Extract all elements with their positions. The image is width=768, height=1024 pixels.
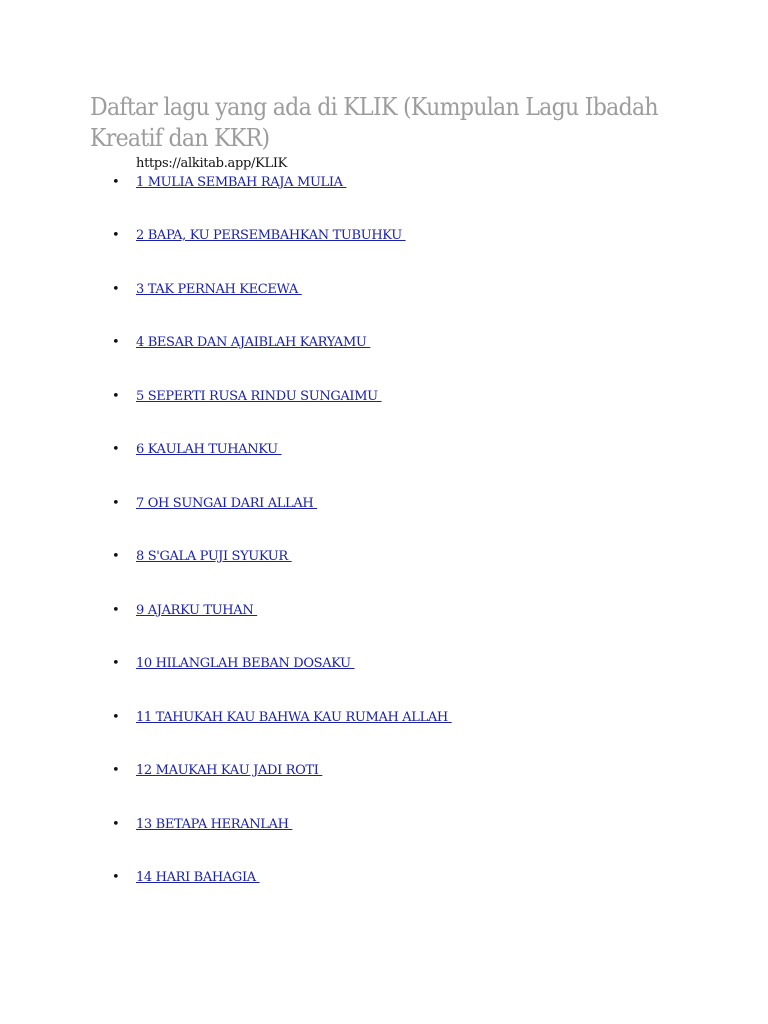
bullet-icon: • [112,549,120,564]
bullet-icon: • [112,603,120,618]
song-link[interactable]: 8 S'GALA PUJI SYUKUR [136,549,292,564]
song-link[interactable]: 10 HILANGLAH BEBAN DOSAKU [136,656,355,671]
bullet-icon: • [112,763,120,778]
bullet-icon: • [112,656,120,671]
song-link[interactable]: 4 BESAR DAN AJAIBLAH KARYAMU [136,335,371,350]
song-link[interactable]: 13 BETAPA HERANLAH [136,817,293,832]
bullet-icon: • [112,496,120,511]
document-title: Daftar lagu yang ada di KLIK (Kumpulan Lagu Ibadah Kreatif dan KKR) [90,93,658,152]
song-link[interactable]: 7 OH SUNGAI DARI ALLAH [136,496,318,511]
bullet-icon: • [112,389,120,404]
bullet-icon: • [112,870,120,885]
bullet-icon: • [112,442,120,457]
song-link[interactable]: 9 AJARKU TUHAN [136,603,258,618]
bullet-icon: • [112,228,120,243]
song-link[interactable]: 3 TAK PERNAH KECEWA [136,282,302,297]
song-link[interactable]: 11 TAHUKAH KAU BAHWA KAU RUMAH ALLAH [136,710,452,725]
song-link[interactable]: 12 MAUKAH KAU JADI ROTI [136,763,323,778]
bullet-icon: • [112,817,120,832]
song-link[interactable]: 6 KAULAH TUHANKU [136,442,282,457]
bullet-icon: • [112,175,120,190]
bullet-icon: • [112,282,120,297]
song-link[interactable]: 5 SEPERTI RUSA RINDU SUNGAIMU [136,389,382,404]
song-link[interactable]: 1 MULIA SEMBAH RAJA MULIA [136,175,347,190]
song-link[interactable]: 2 BAPA, KU PERSEMBAHKAN TUBUHKU [136,228,406,243]
bullet-icon: • [112,710,120,725]
source-url: https://alkitab.app/KLIK [136,156,288,171]
bullet-icon: • [112,335,120,350]
song-link[interactable]: 14 HARI BAHAGIA [136,870,260,885]
